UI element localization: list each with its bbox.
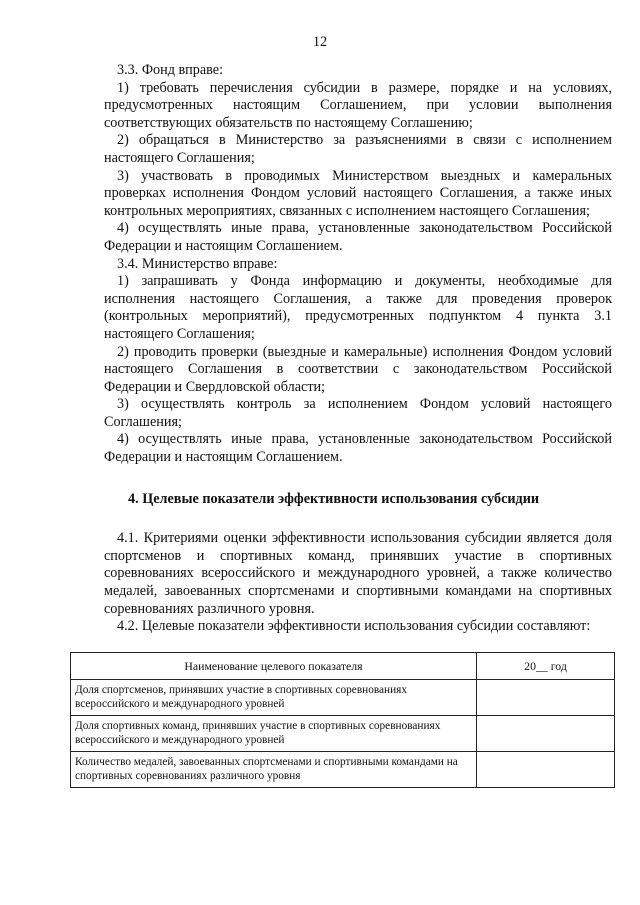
paragraph-3-4-1: 1) запрашивать у Фонда информацию и документы, необходимые для исполнения настоящего Соглашения, а также для проведения проверок (контрольных мероприятий), предусмотренных подпунктом 4 пункта 3.1 настоящего Соглашения; [104, 273, 612, 342]
paragraph-3-3-4: 4) осуществлять иные права, установленные законодательством Российской Федерации и настоящим Соглашением. [104, 220, 612, 254]
indicators-table [70, 652, 615, 788]
table-cell-indicator: Доля спортсменов, принявших участие в спортивных соревнованиях всероссийского и международного уровней [71, 680, 477, 716]
table-cell-indicator: Доля спортивных команд, принявших участие в спортивных соревнованиях всероссийского и международного уровней [71, 716, 477, 752]
paragraph-3-3-1: 1) требовать перечисления субсидии в размере, порядке и на условиях, предусмотренных настоящим Соглашением, при условии выполнения соответствующих обязательств по настоящему Соглашению; [104, 79, 612, 131]
paragraph-4-1: 4.1. Критериями оценки эффективности использования субсидии является доля спортсменов и спортивных команд, принявших участие в спортивных соревнованиях всероссийского и международного уровней, а также количество медалей, завоеванных спортсменами и спортивными командами на спортивных соревнованиях различного уровня. [104, 530, 612, 617]
section-heading: 4. Целевые показатели эффективности использования субсидии [128, 490, 540, 507]
paragraph-3-4-4: 4) осуществлять иные права, установленные законодательством Российской Федерации и настоящим Соглашением. [104, 431, 612, 466]
table-row [71, 716, 615, 752]
paragraph-3-3-2: 2) обращаться в Министерство за разъяснениями в связи с исполнением настоящего Соглашения; [104, 132, 612, 166]
table-header-row [71, 653, 615, 680]
document-body [104, 62, 612, 636]
paragraph-3-3: 3.3. Фонд вправе: [117, 62, 224, 78]
table-cell-value [477, 752, 615, 788]
paragraph-4-2: 4.2. Целевые показатели эффективности использования субсидии составляют: [117, 618, 591, 635]
table-cell-value [477, 716, 615, 752]
page-number: 12 [312, 34, 328, 50]
table-cell-value [477, 680, 615, 716]
table-row [71, 680, 615, 716]
paragraph-3-4-3: 3) осуществлять контроль за исполнением Фондом условий настоящего Соглашения; [104, 396, 612, 430]
paragraph-3-4-2: 2) проводить проверки (выездные и камеральные) исполнения Фондом условий настоящего Соглашения в соответствии с законодательством Российской Федерации и Свердловской области; [104, 343, 612, 395]
paragraph-3-4: 3.4. Министерство вправе: [117, 255, 278, 272]
table-row [71, 752, 615, 788]
table-header-indicator: Наименование целевого показателя [71, 653, 477, 680]
table-header-year: 20__ год [477, 653, 615, 680]
table-cell-indicator: Количество медалей, завоеванных спортсменами и спортивными командами на спортивных соревнованиях различного уровня [71, 752, 477, 788]
paragraph-3-3-3: 3) участвовать в проводимых Министерством выездных и камеральных проверках исполнения Фондом условий настоящего Соглашения, а также иных контрольных мероприятиях, связанных с исполнением настоящего Соглашения; [104, 167, 612, 219]
